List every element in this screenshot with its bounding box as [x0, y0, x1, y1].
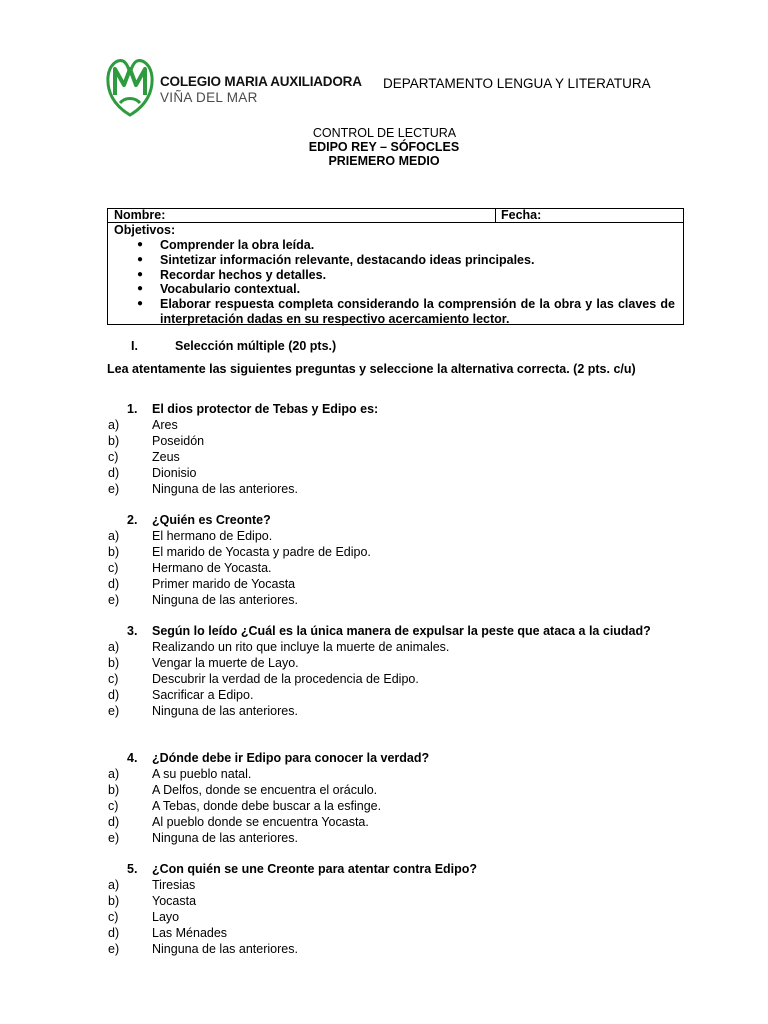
objetivo-text: Elaborar respuesta completa considerando la comprensión de la obra y las claves de interpretación dadas en su respectivo acercamiento lector.: [160, 297, 675, 326]
option-c[interactable]: [107, 798, 667, 814]
option-e[interactable]: [107, 592, 667, 608]
option-c[interactable]: [107, 909, 667, 925]
title-line-2: EDIPO REY – SÓFOCLES: [308, 140, 460, 154]
option-a[interactable]: [107, 877, 667, 893]
option-text: El hermano de Edipo.: [152, 529, 273, 543]
objetivo-text: Recordar hechos y detalles.: [160, 267, 327, 282]
option-text: Ninguna de las anteriores.: [152, 831, 298, 845]
question-text: ¿Con quién se une Creonte para atentar contra Edipo?: [152, 862, 478, 876]
title-line-3: PRIEMERO MEDIO: [328, 154, 440, 168]
question-text: ¿Dónde debe ir Edipo para conocer la verdad?: [152, 751, 430, 765]
option-c[interactable]: [107, 671, 667, 687]
option-letter: c): [108, 561, 119, 575]
option-e[interactable]: [107, 941, 667, 957]
objetivo-text: Vocabulario contextual.: [160, 282, 301, 297]
option-text: Layo: [152, 910, 180, 924]
option-text: Ninguna de las anteriores.: [152, 482, 298, 496]
option-b[interactable]: [107, 544, 667, 560]
section-heading: [131, 339, 336, 353]
option-text: Ninguna de las anteriores.: [152, 942, 298, 956]
option-letter: b): [108, 783, 120, 797]
option-d[interactable]: [107, 465, 667, 481]
option-letter: a): [108, 878, 120, 892]
question-text: El dios protector de Tebas y Edipo es:: [152, 402, 379, 416]
option-letter: c): [108, 672, 119, 686]
option-letter: d): [108, 815, 120, 829]
option-text: Hermano de Yocasta.: [152, 561, 272, 575]
question-2: [107, 512, 667, 608]
option-c[interactable]: [107, 560, 667, 576]
option-letter: c): [108, 910, 119, 924]
option-text: A su pueblo natal.: [152, 767, 252, 781]
objetivo-item: [108, 253, 683, 268]
option-e[interactable]: [107, 703, 667, 719]
option-b[interactable]: [107, 655, 667, 671]
question-number: 5.: [127, 862, 138, 876]
question-number: 2.: [127, 513, 138, 527]
school-city: VIÑA DEL MAR: [160, 90, 258, 105]
option-letter: a): [108, 529, 120, 543]
option-letter: d): [108, 466, 120, 480]
option-text: Ares: [152, 418, 178, 432]
nombre-field[interactable]: Nombre:: [114, 208, 166, 222]
option-letter: e): [108, 593, 120, 607]
option-text: A Tebas, donde debe buscar a la esfinge.: [152, 799, 382, 813]
title-line-1: CONTROL DE LECTURA: [312, 126, 457, 140]
bullet-icon: ●: [137, 253, 144, 265]
option-b[interactable]: [107, 893, 667, 909]
option-text: Primer marido de Yocasta: [152, 577, 296, 591]
options-list: [107, 639, 667, 719]
section-number: I.: [131, 339, 138, 353]
option-text: Realizando un rito que incluye la muerte de animales.: [152, 640, 450, 654]
option-text: Tiresias: [152, 878, 196, 892]
question-title: [107, 512, 667, 528]
option-text: Ninguna de las anteriores.: [152, 593, 298, 607]
name-date-row: [108, 209, 683, 223]
option-text: A Delfos, donde se encuentra el oráculo.: [152, 783, 378, 797]
table-divider: [495, 209, 496, 222]
question-title: [107, 401, 667, 417]
school-name: COLEGIO MARIA AUXILIADORA: [160, 74, 362, 89]
objetivo-item: [108, 268, 683, 283]
objetivo-item: [108, 297, 683, 327]
option-text: Poseidón: [152, 434, 205, 448]
option-d[interactable]: [107, 814, 667, 830]
option-a[interactable]: [107, 528, 667, 544]
document-titles: [0, 126, 768, 168]
objetivo-text: Comprender la obra leída.: [160, 238, 315, 252]
option-d[interactable]: [107, 925, 667, 941]
student-info-table: [107, 208, 684, 325]
option-text: Vengar la muerte de Layo.: [152, 656, 299, 670]
school-logo-icon: [105, 55, 155, 117]
question-title: [107, 623, 667, 639]
option-e[interactable]: [107, 481, 667, 497]
option-letter: b): [108, 434, 120, 448]
option-letter: b): [108, 545, 120, 559]
option-a[interactable]: [107, 639, 667, 655]
question-number: 4.: [127, 751, 138, 765]
option-letter: d): [108, 926, 120, 940]
question-3: [107, 623, 667, 719]
option-text: Yocasta: [152, 894, 197, 908]
school-name-block: [160, 74, 362, 106]
option-letter: d): [108, 577, 120, 591]
question-number: 3.: [127, 624, 138, 638]
bullet-icon: ●: [137, 268, 144, 280]
instructions-text: Lea atentamente las siguientes preguntas y seleccione la alternativa correcta. (2 pts. c/u): [107, 362, 636, 376]
option-letter: b): [108, 656, 120, 670]
option-letter: d): [108, 688, 120, 702]
option-a[interactable]: [107, 766, 667, 782]
question-4: [107, 750, 667, 846]
option-letter: e): [108, 831, 120, 845]
options-list: [107, 766, 667, 846]
option-text: Sacrificar a Edipo.: [152, 688, 254, 702]
option-letter: e): [108, 704, 120, 718]
option-text: Dionisio: [152, 466, 197, 480]
question-1: [107, 401, 667, 497]
option-letter: c): [108, 799, 119, 813]
bullet-icon: ●: [137, 239, 144, 250]
option-letter: a): [108, 640, 120, 654]
option-letter: a): [108, 418, 120, 432]
department-title: DEPARTAMENTO LENGUA Y LITERATURA: [383, 76, 651, 91]
question-text: ¿Quién es Creonte?: [152, 513, 271, 527]
option-letter: e): [108, 482, 120, 496]
options-list: [107, 528, 667, 608]
objetivos-label: Objetivos:: [114, 223, 176, 237]
objetivos-list: [108, 238, 683, 327]
option-d[interactable]: [107, 687, 667, 703]
objetivo-item: [108, 282, 683, 297]
option-letter: b): [108, 894, 120, 908]
option-text: Descubrir la verdad de la procedencia de Edipo.: [152, 672, 419, 686]
question-5: [107, 861, 667, 957]
options-list: [107, 877, 667, 957]
question-title: [107, 861, 667, 877]
option-letter: a): [108, 767, 120, 781]
question-text: Según lo leído ¿Cuál es la única manera de expulsar la peste que ataca a la ciudad?: [152, 624, 651, 638]
option-text: Ninguna de las anteriores.: [152, 704, 298, 718]
bullet-icon: ●: [137, 283, 144, 295]
question-number: 1.: [127, 402, 138, 416]
option-text: Las Ménades: [152, 926, 228, 940]
option-text: El marido de Yocasta y padre de Edipo.: [152, 545, 371, 559]
option-a[interactable]: [107, 417, 667, 433]
options-list: [107, 417, 667, 497]
objetivo-item: [108, 238, 683, 253]
option-letter: e): [108, 942, 120, 956]
option-e[interactable]: [107, 830, 667, 846]
bullet-icon: ●: [137, 298, 144, 310]
option-d[interactable]: [107, 576, 667, 592]
option-c[interactable]: [107, 449, 667, 465]
option-letter: c): [108, 450, 119, 464]
question-title: [107, 750, 667, 766]
option-b[interactable]: [107, 782, 667, 798]
option-text: Al pueblo donde se encuentra Yocasta.: [152, 815, 369, 829]
objetivo-text: Sintetizar información relevante, destacando ideas principales.: [160, 252, 535, 267]
option-b[interactable]: [107, 433, 667, 449]
option-text: Zeus: [152, 450, 180, 464]
section-title: Selección múltiple (20 pts.): [175, 339, 337, 353]
fecha-field[interactable]: Fecha:: [501, 208, 542, 222]
